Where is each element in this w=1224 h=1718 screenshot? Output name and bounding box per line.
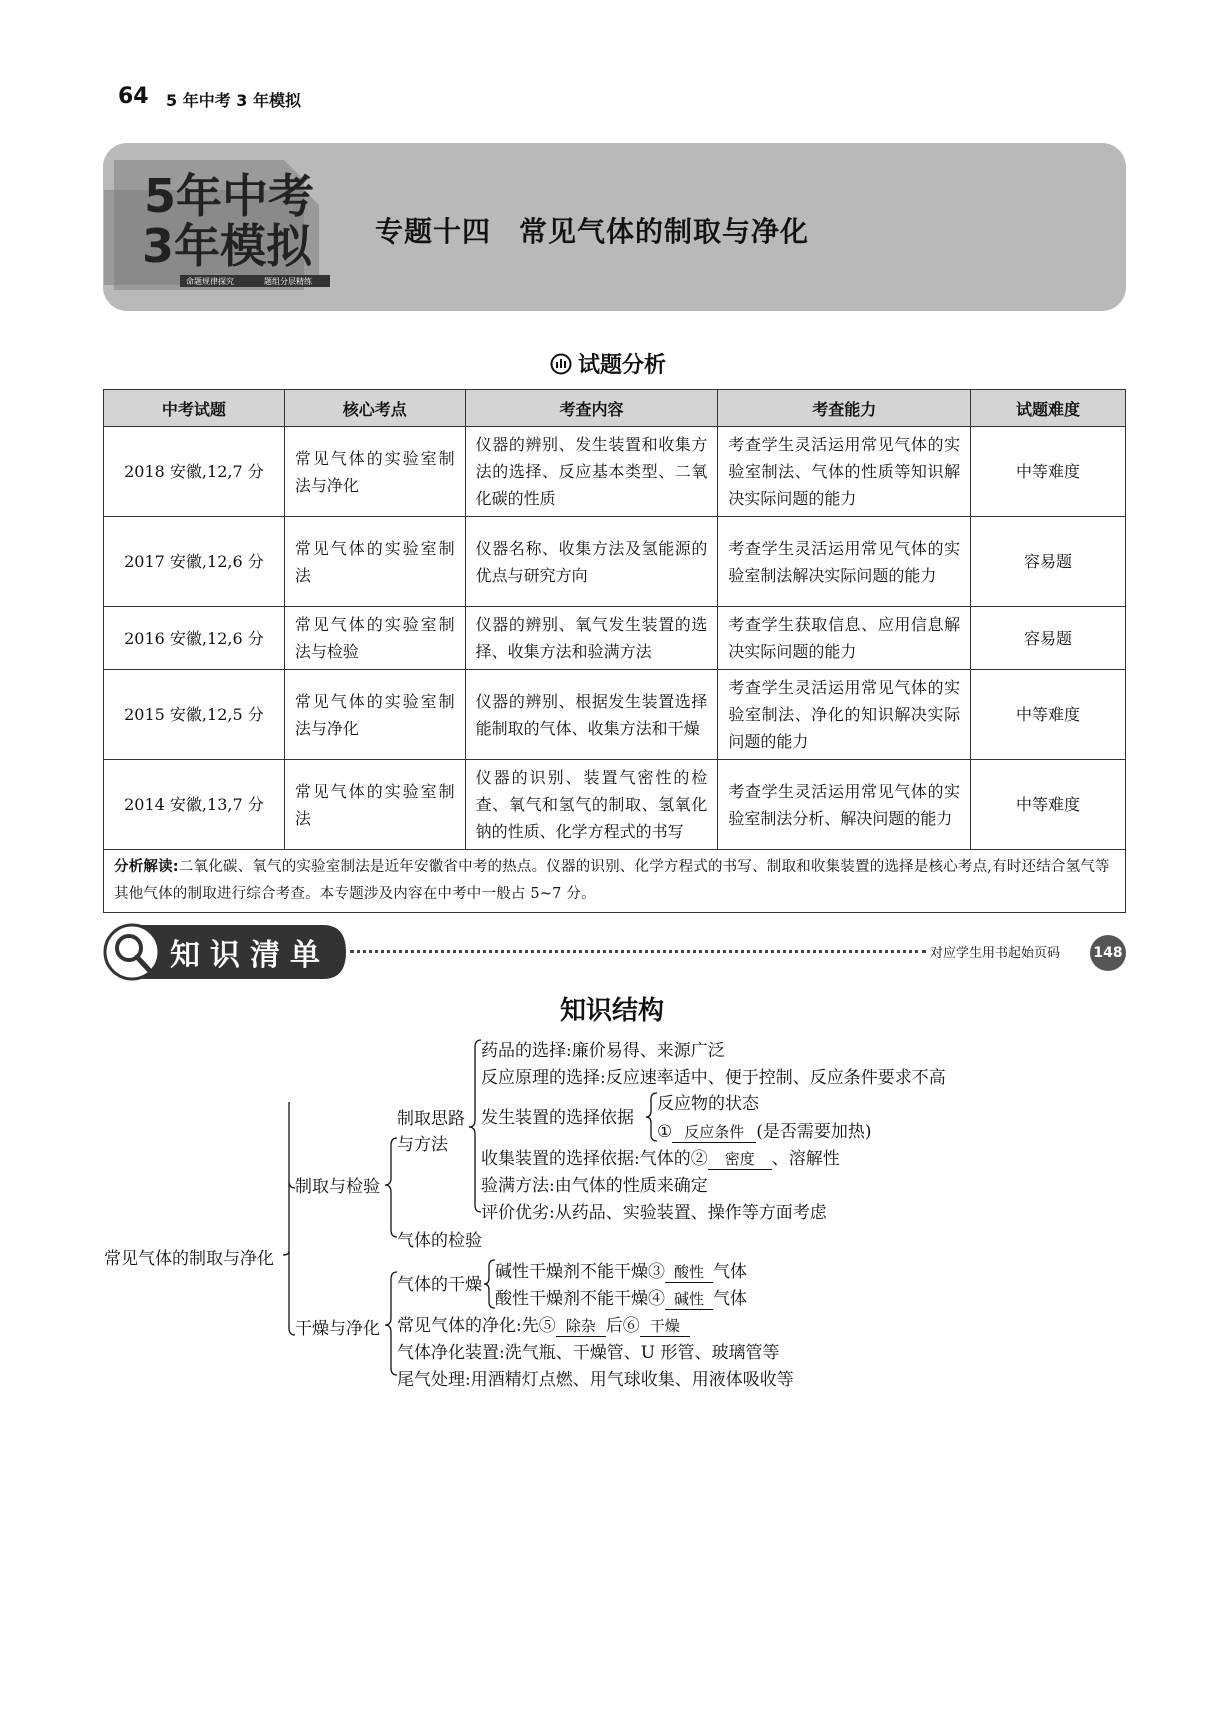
table-cell: 常见气体的实验室制法 <box>284 517 465 607</box>
structure-branch2: 干燥与净化 <box>295 1319 380 1339</box>
purify-mid: 后⑥ <box>605 1316 640 1336</box>
dry-basic-suffix: 气体 <box>713 1262 747 1282</box>
logo-sub-left: 命题规律探究 <box>186 277 234 286</box>
topic-title <box>375 210 809 250</box>
table-cell: 常见气体的实验室制法 <box>284 760 465 850</box>
book-title: 5 年中考 3 年模拟 <box>166 91 301 110</box>
table-row <box>104 670 1126 760</box>
structure-gen-device: 发生装置的选择依据 <box>481 1108 634 1128</box>
answer-blank-3: 酸性 <box>665 1262 713 1283</box>
answer-blank-6: 干燥 <box>640 1316 690 1337</box>
answer-blank-1: 反应条件 <box>672 1122 756 1143</box>
analysis-text: 二氧化碳、氧气的实验室制法是近年安徽省中考的热点。仪器的识别、化学方程式的书写、制取和收集装置的选择是核心考点,有时还结合氢气等其他气体的制取进行综合考查。本专题涉及内容在中考中一般占 5~7 分。 <box>114 859 1110 902</box>
brace-dry <box>484 1260 495 1308</box>
table-cell: 常见气体的实验室制法与净化 <box>284 670 465 760</box>
table-cell: 中等难度 <box>971 760 1126 850</box>
purify-prefix: 常见气体的净化:先⑤ <box>397 1316 556 1336</box>
structure-drug: 药品的选择:廉价易得、来源广泛 <box>481 1041 725 1061</box>
topic-number: 专题十四 <box>375 215 492 248</box>
dotted-leader <box>350 950 926 953</box>
dry-acid-prefix: 酸性干燥剂不能干燥④ <box>495 1289 665 1309</box>
table-cell: 考查学生灵活运用常见气体的实验室制法解决实际问题的能力 <box>718 517 971 607</box>
cond-prefix: ① <box>657 1122 673 1142</box>
table-cell: 容易题 <box>971 517 1126 607</box>
answer-blank-5: 除杂 <box>556 1316 606 1337</box>
analysis-row <box>104 850 1126 913</box>
table-row <box>104 607 1126 670</box>
column-header: 核心考点 <box>284 390 465 427</box>
table-cell: 中等难度 <box>971 670 1126 760</box>
structure-tail: 尾气处理:用酒精灯点燃、用气球收集、用液体吸收等 <box>397 1370 794 1390</box>
page-number: 64 <box>118 84 149 109</box>
table-cell: 考查学生灵活运用常见气体的实验室制法、净化的知识解决实际问题的能力 <box>718 670 971 760</box>
dry-acid-suffix: 气体 <box>713 1289 747 1309</box>
table-cell: 2015 安徽,12,5 分 <box>104 670 285 760</box>
answer-blank-4: 碱性 <box>665 1289 713 1310</box>
cond-suffix: (是否需要加热) <box>756 1122 872 1142</box>
column-header: 试题难度 <box>971 390 1126 427</box>
structure-method-a: 制取思路 <box>397 1109 465 1129</box>
structure-collect <box>481 1148 840 1170</box>
structure-branch1: 制取与检验 <box>295 1177 380 1197</box>
logo-line2: 3年模拟 <box>142 219 313 273</box>
table-row <box>104 760 1126 850</box>
structure-gen-cond <box>657 1121 872 1143</box>
table-cell: 仪器的辨别、根据发生装置选择能制取的气体、收集方法和干燥 <box>465 670 718 760</box>
page-ref-badge: 148 <box>1090 935 1126 971</box>
table-header-row <box>104 390 1126 427</box>
book-logo <box>104 150 334 300</box>
collect-suffix: 、溶解性 <box>771 1149 840 1169</box>
analysis-heading <box>550 348 666 379</box>
structure-dry-basic <box>495 1261 747 1283</box>
table-cell: 2017 安徽,12,6 分 <box>104 517 285 607</box>
structure-dry: 气体的干燥 <box>397 1275 482 1295</box>
structure-principle: 反应原理的选择:反应速率适中、便于控制、反应条件要求不高 <box>481 1068 946 1088</box>
structure-heading: 知识结构 <box>560 996 665 1026</box>
column-header: 考查能力 <box>718 390 971 427</box>
table-cell: 考查学生获取信息、应用信息解决实际问题的能力 <box>718 607 971 670</box>
logo-line1: 5年中考 <box>144 169 315 223</box>
knowledge-badge-label: 知识清单 <box>170 938 330 973</box>
topic-name: 常见气体的制取与净化 <box>519 215 810 248</box>
brace-branch2 <box>385 1272 397 1375</box>
structure-evaluate: 评价优劣:从药品、实验装置、操作等方面考虑 <box>481 1203 827 1223</box>
structure-purify <box>397 1315 690 1337</box>
table-cell: 2016 安徽,12,6 分 <box>104 607 285 670</box>
dry-basic-prefix: 碱性干燥剂不能干燥③ <box>495 1262 665 1282</box>
brace-method <box>469 1040 481 1212</box>
page-ref-text: 对应学生用书起始页码 <box>930 946 1061 961</box>
table-cell: 仪器名称、收集方法及氢能源的优点与研究方向 <box>465 517 718 607</box>
structure-method-b: 与方法 <box>397 1135 448 1155</box>
brace-gen-device <box>646 1093 657 1141</box>
collect-prefix: 收集装置的选择依据:气体的② <box>481 1149 708 1169</box>
column-header: 考查内容 <box>465 390 718 427</box>
table-cell: 仪器的辨别、氧气发生装置的选择、收集方法和验满方法 <box>465 607 718 670</box>
target-icon <box>550 353 572 375</box>
structure-dry-acid <box>495 1288 747 1310</box>
structure-detect: 气体的检验 <box>397 1231 482 1251</box>
table-cell: 考查学生灵活运用常见气体的实验室制法分析、解决问题的能力 <box>718 760 971 850</box>
table-cell: 2014 安徽,13,7 分 <box>104 760 285 850</box>
exam-analysis-table <box>103 389 1126 913</box>
structure-root: 常见气体的制取与净化 <box>104 1249 274 1269</box>
table-cell: 考查学生灵活运用常见气体的实验室制法、气体的性质等知识解决实际问题的能力 <box>718 427 971 517</box>
table-row <box>104 517 1126 607</box>
analysis-label: 分析解读: <box>114 859 179 875</box>
column-header: 中考试题 <box>104 390 285 427</box>
structure-check-full: 验满方法:由气体的性质来确定 <box>481 1176 708 1196</box>
structure-device: 气体净化装置:洗气瓶、干燥管、U 形管、玻璃管等 <box>397 1343 780 1363</box>
table-cell: 仪器的辨别、发生装置和收集方法的选择、反应基本类型、二氧化碳的性质 <box>465 427 718 517</box>
table-row <box>104 427 1126 517</box>
brace-branch1 <box>385 1138 397 1237</box>
table-cell: 仪器的识别、装置气密性的检查、氧气和氢气的制取、氢氧化钠的性质、化学方程式的书写 <box>465 760 718 850</box>
analysis-note <box>104 850 1126 913</box>
table-cell: 容易题 <box>971 607 1126 670</box>
analysis-title: 试题分析 <box>578 353 667 378</box>
table-cell: 常见气体的实验室制法与净化 <box>284 427 465 517</box>
table-cell: 中等难度 <box>971 427 1126 517</box>
table-cell: 常见气体的实验室制法与检验 <box>284 607 465 670</box>
answer-blank-2: 密度 <box>708 1149 772 1170</box>
structure-gen-state: 反应物的状态 <box>657 1094 759 1114</box>
logo-sub-right: 题组分层精练 <box>264 277 312 286</box>
table-cell: 2018 安徽,12,7 分 <box>104 427 285 517</box>
brace-root <box>283 1102 295 1335</box>
